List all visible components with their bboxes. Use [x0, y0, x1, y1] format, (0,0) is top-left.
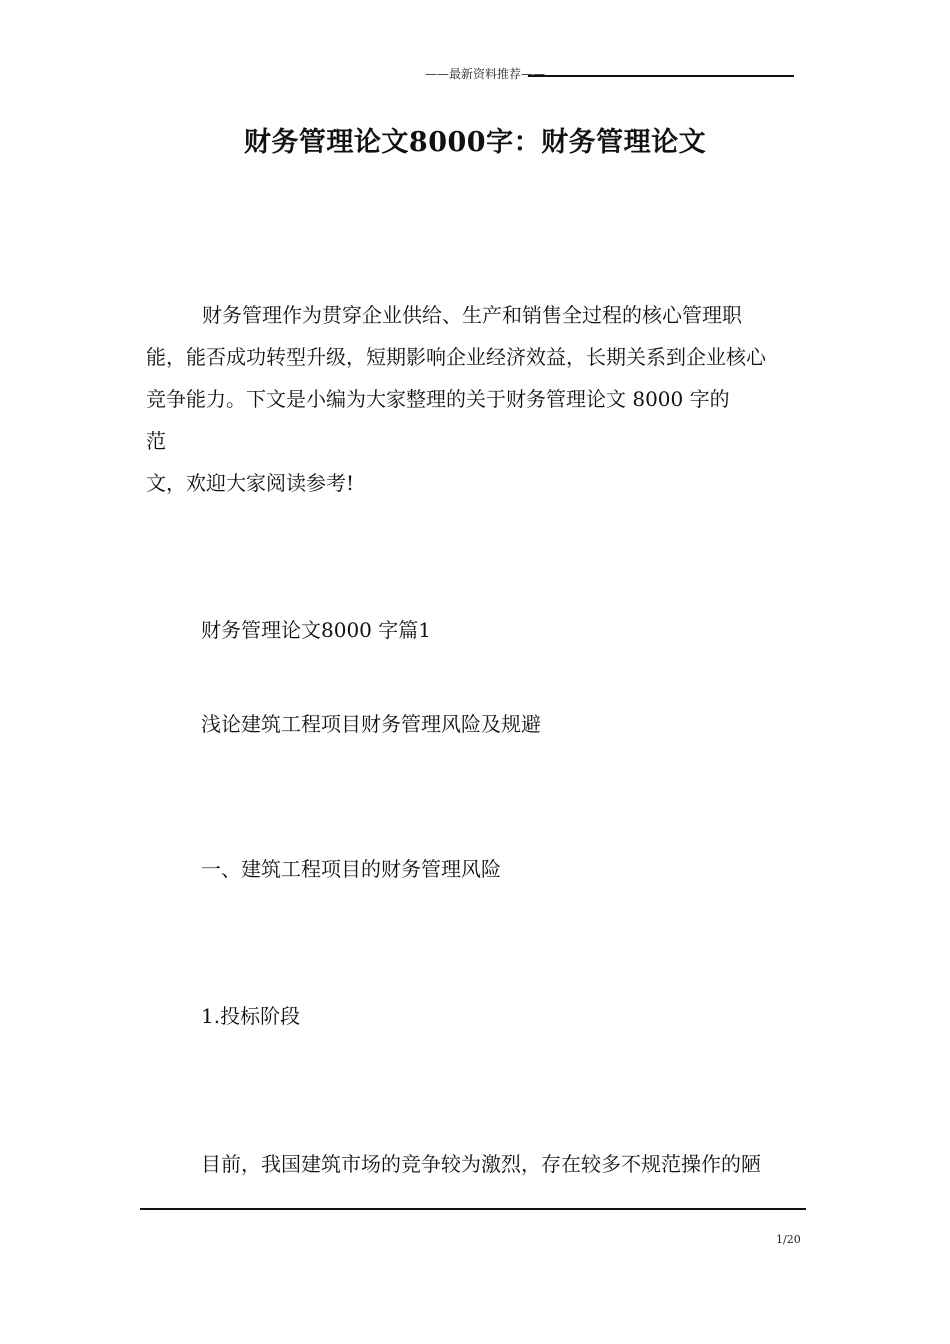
- page-number: 1/20: [776, 1233, 801, 1246]
- body-text-line: 目前，我国建筑市场的竞争较为激烈，存在较多不规范操作的陋: [201, 1152, 761, 1176]
- header-rule: [528, 75, 794, 77]
- header-label: ——最新资料推荐——: [425, 67, 546, 81]
- intro-line: 能，能否成功转型升级，短期影响企业经济效益，长期关系到企业核心: [146, 345, 766, 369]
- document-title: 财务管理论文8000字：财务管理论文: [243, 127, 707, 158]
- intro-line: 财务管理作为贯穿企业供给、生产和销售全过程的核心管理职: [202, 303, 742, 327]
- article-title: 浅论建筑工程项目财务管理风险及规避: [201, 712, 541, 736]
- heading-level-1: 一、建筑工程项目的财务管理风险: [201, 857, 501, 881]
- intro-line: 范: [146, 429, 166, 453]
- intro-line: 文，欢迎大家阅读参考!: [146, 471, 355, 495]
- heading-level-2: 1.投标阶段: [201, 1004, 301, 1028]
- intro-paragraph: [146, 294, 810, 504]
- footer-rule: [140, 1208, 806, 1210]
- section-heading: 财务管理论文8000 字篇1: [201, 618, 431, 642]
- intro-line: 竞争能力。下文是小编为大家整理的关于财务管理论文 8000 字的: [146, 387, 730, 411]
